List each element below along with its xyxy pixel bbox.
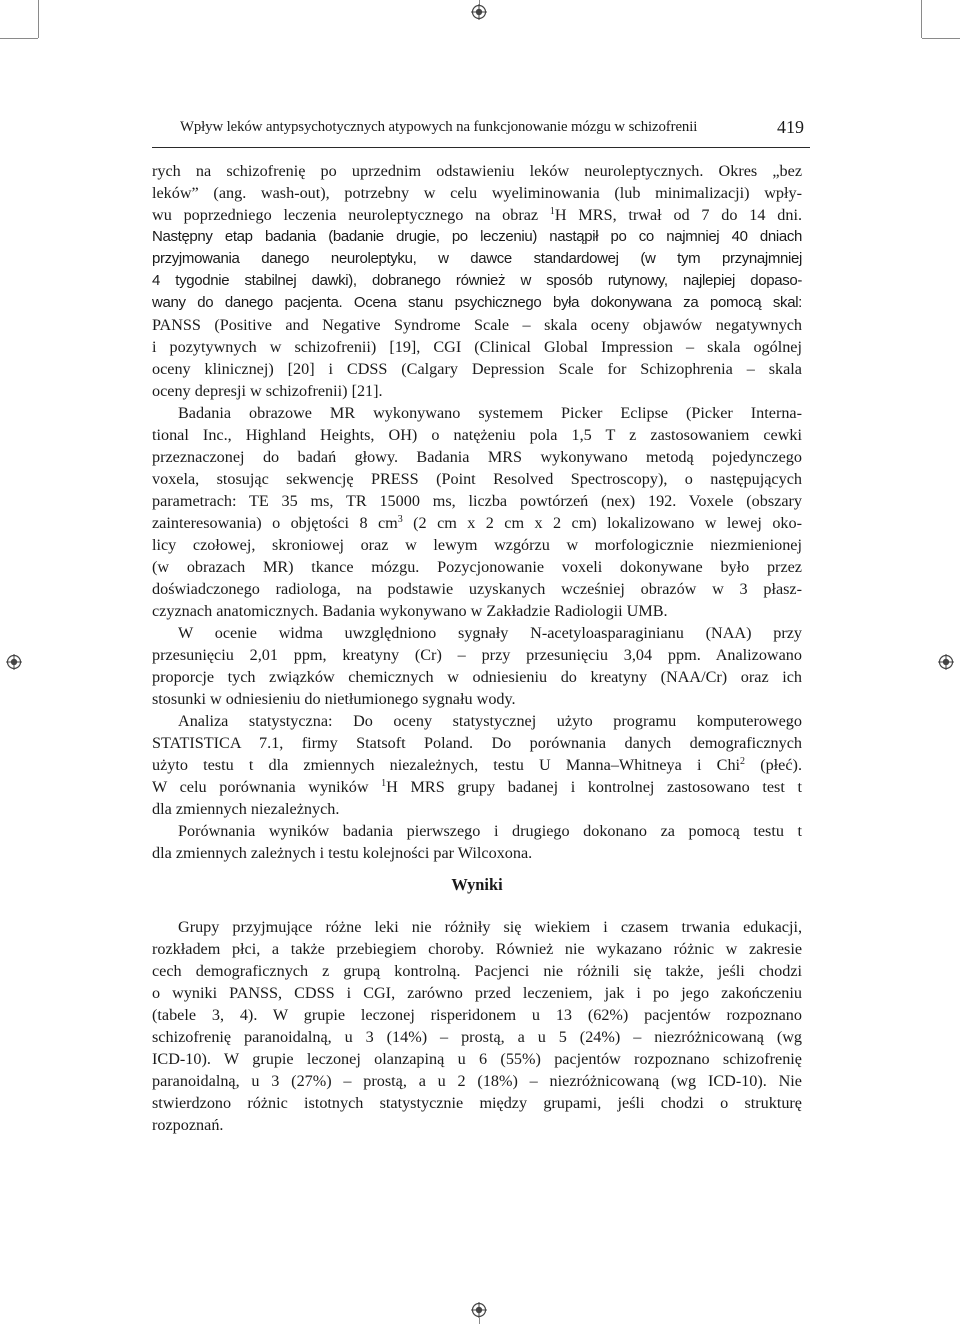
text-line: użyto testu t dla zmiennych niezależnych, testu U Manna–Whitneya i Chi$^2$ (płeć). <box>152 756 802 774</box>
page-number: 419 <box>777 117 804 137</box>
text-line: paranoidalną, u 3 (27%) – prostą, a u 2 (18%) – niezróżnicowaną (wg ICD-10). Nie <box>152 1072 802 1090</box>
crop-mark-top-left <box>38 0 39 38</box>
text-line: 4 tygodnie stabilnej dawki), dobranego również w sposób rutynowy, najlepiej dopaso- <box>152 272 802 289</box>
text-line: stosunki w odniesieniu do nietłumionego sygnału wody. <box>152 690 516 708</box>
text-line: o wyniki PANSS, CDSS i CGI, zarówno przed leczeniem, jak i po jego zakończeniu <box>152 984 802 1002</box>
paragraph-methods-3 <box>152 622 802 710</box>
text-line: PANSS (Positive and Negative Syndrome Scale – skala oceny objawów negatywnych <box>152 316 802 334</box>
text-line: i pozytywnych w schizofrenii) [19], CGI (Clinical Global Impression – skala ogólnej <box>152 338 802 356</box>
text-line: rych na schizofrenię po uprzednim odstawieniu leków neuroleptycznych. Okres „bez <box>152 162 802 180</box>
text-line: dla zmiennych niezależnych. <box>152 800 340 818</box>
text-line: tional Inc., Highland Heights, OH) o natężeniu pola 1,5 T z zastosowaniem cewki <box>152 426 802 444</box>
text-line: dla zmiennych zależnych i testu kolejności par Wilcoxona. <box>152 844 533 862</box>
text-line: (tabele 3, 4). W grupie leczonej risperidonem u 13 (62%) pacjentów rozpoznano <box>152 1006 802 1024</box>
text-line: wany do danego pacjenta. Ocena stanu psychicznego była dokonywana za pomocą skal: <box>152 294 802 311</box>
text-line: licy czołowej, skroniowej oraz w lewym wzgórzu w morfologicznie niezmienionej <box>152 536 802 554</box>
crop-mark-top-left-h <box>0 38 38 39</box>
header-rule <box>152 147 810 148</box>
text-line: proporcje tych związków chemicznych w odniesieniu do kreatyny (NAA/Cr) oraz ich <box>152 668 802 686</box>
paragraph-statistics <box>152 710 802 820</box>
paragraph-methods-1 <box>152 160 802 402</box>
text-line: rozpoznań. <box>152 1116 224 1134</box>
registration-mark-icon <box>6 654 22 670</box>
registration-mark-icon <box>471 4 487 20</box>
text-line: Porównania wyników badania pierwszego i drugiego dokonano za pomocą testu t <box>178 822 802 840</box>
text-line: W celu porównania wyników $^1$H MRS grupy badanej i kontrolnej zastosowano test t <box>152 778 802 796</box>
text-line: czyznach anatomicznych. Badania wykonywano w Zakładzie Radiologii UMB. <box>152 602 668 620</box>
registration-mark-icon <box>938 654 954 670</box>
text-line: oceny klinicznej) [20] i CDSS (Calgary Depression Scale for Schizophrenia – skala <box>152 360 802 378</box>
paragraph-methods-2 <box>152 402 802 622</box>
article-body <box>152 160 802 1136</box>
paragraph-comparison <box>152 820 802 864</box>
crop-mark-top-right <box>921 0 922 38</box>
text-line: wu poprzedniego leczenia neuroleptycznego na obraz $^1$H MRS, trwał od 7 do 14 dni. <box>152 206 802 224</box>
running-title: Wpływ leków antypsychotycznych atypowych na funkcjonowanie mózgu w schizofrenii <box>180 119 698 135</box>
text-line: rozkładem płci, a także przebiegiem choroby. Również nie wykazano różnic w zakresie <box>152 940 802 958</box>
text-line: parametrach: TE 35 ms, TR 15000 ms, liczba powtórzeń (nex) 192. Voxele (obszary <box>152 492 802 510</box>
text-line: ICD-10). W grupie leczonej olanzapiną u 6 (55%) pacjentów rozpoznano schizofrenię <box>152 1050 802 1068</box>
crop-mark-bottom-center <box>479 1318 480 1324</box>
text-line: schizofrenię paranoidalną, u 3 (14%) – prostą, a u 5 (24%) – niezróżnicowaną (wg <box>152 1028 802 1046</box>
running-header <box>152 116 804 140</box>
text-line: Badania obrazowe MR wykonywano systemem Picker Eclipse (Picker Interna- <box>178 404 802 422</box>
text-line: W ocenie widma uwzględniono sygnały N-acetyloasparaginianu (NAA) przy <box>178 624 802 642</box>
text-line: Następny etap badania (badanie drugie, po leczeniu) nastąpił po co najmniej 40 dniach <box>152 228 802 245</box>
registration-mark-icon <box>471 1302 487 1318</box>
text-line: cech demograficznych z grupą kontrolną. Pacjenci nie różnili się także, jeśli chodzi <box>152 962 802 980</box>
text-line: stwierdzono różnic istotnych statystycznie między grupami, jeśli chodzi o strukturę <box>152 1094 802 1112</box>
text-line: przesunięciu 2,01 ppm, kreatyny (Cr) – przy przesunięciu 3,04 ppm. Analizowano <box>152 646 802 664</box>
paragraph-results <box>152 916 802 1136</box>
text-line: przeznaczonej do badań głowy. Badania MRS wykonywano metodą pojedynczego <box>152 448 802 466</box>
text-line: voxela, stosując sekwencję PRESS (Point Resolved Spectroscopy), o następujących <box>152 470 802 488</box>
text-line: doświadczonego radiologa, na podstawie uzyskanych wcześniej obrazów w 3 płasz- <box>152 580 802 598</box>
text-line: oceny depresji w schizofrenii) [21]. <box>152 382 383 400</box>
text-line: przyjmowania danego neuroleptyku, w dawce standardowej (w tym przynajmniej <box>152 250 802 267</box>
text-line: Grupy przyjmujące różne leki nie różniły się wiekiem i czasem trwania edukacji, <box>178 918 802 936</box>
text-line: leków” (ang. wash-out), potrzebny w celu wyeliminowania (lub minimalizacji) wpły- <box>152 184 802 202</box>
text-line: (w obrazach MR) tkance mózgu. Pozycjonowanie voxeli dokonywane było przez <box>152 558 802 576</box>
text-line: zainteresowania) o objętości 8 $cm^3$ (2 cm x 2 cm x 2 cm) lokalizowano w lewej oko- <box>152 514 803 532</box>
crop-mark-top-right-h <box>922 38 960 39</box>
text-line: Analiza statystyczna: Do oceny statystycznej użyto programu komputerowego <box>178 712 802 730</box>
text-line: STATISTICA 7.1, firmy Statsoft Poland. Do porównania danych demograficznych <box>152 734 802 752</box>
section-heading: Wyniki <box>451 875 503 894</box>
